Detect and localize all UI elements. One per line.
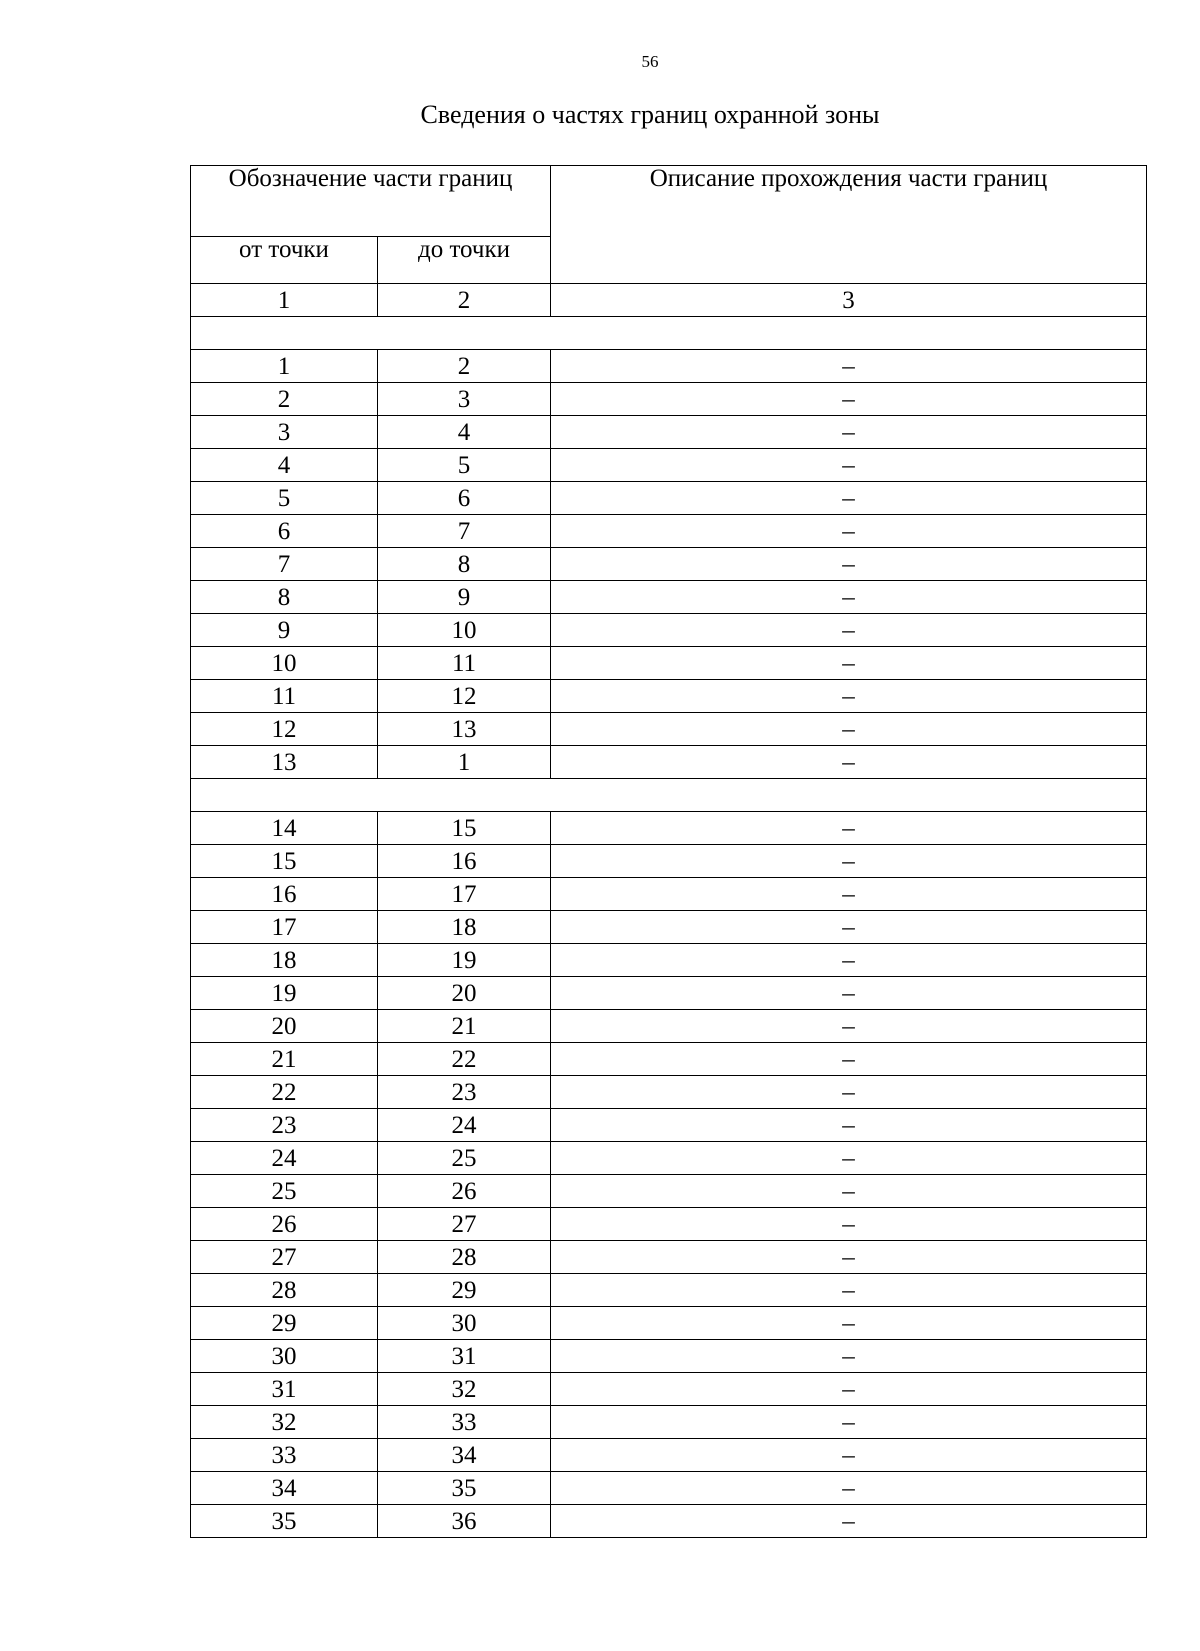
from-point-cell: 34: [191, 1472, 378, 1505]
description-cell: –: [551, 845, 1147, 878]
page-title: Сведения о частях границ охранной зоны: [420, 100, 880, 129]
description-cell: –: [551, 911, 1147, 944]
header-description-cont: [551, 237, 1147, 284]
from-point-cell: 20: [191, 1010, 378, 1043]
to-point-cell: 26: [378, 1175, 551, 1208]
to-point-cell: 11: [378, 647, 551, 680]
header-to-point: до точки: [378, 237, 551, 284]
description-cell: –: [551, 944, 1147, 977]
table-row: [191, 680, 1147, 713]
from-point-cell: 24: [191, 1142, 378, 1175]
from-point-cell: 21: [191, 1043, 378, 1076]
from-point-cell: 31: [191, 1373, 378, 1406]
table-row: [191, 746, 1147, 779]
from-point-cell: 25: [191, 1175, 378, 1208]
table-row: [191, 1076, 1147, 1109]
description-cell: –: [551, 1142, 1147, 1175]
description-cell: –: [551, 614, 1147, 647]
to-point-cell: 23: [378, 1076, 551, 1109]
table-row: [191, 812, 1147, 845]
table-row: [191, 1373, 1147, 1406]
to-point-cell: 25: [378, 1142, 551, 1175]
table-row: [191, 944, 1147, 977]
table-row: [191, 449, 1147, 482]
table-row: [191, 548, 1147, 581]
from-point-cell: 28: [191, 1274, 378, 1307]
table-row: [191, 845, 1147, 878]
description-cell: –: [551, 449, 1147, 482]
to-point-cell: 1: [378, 746, 551, 779]
column-number: 3: [551, 284, 1147, 317]
description-cell: –: [551, 515, 1147, 548]
to-point-cell: 36: [378, 1505, 551, 1538]
column-number-row: [191, 284, 1147, 317]
description-cell: –: [551, 1505, 1147, 1538]
to-point-cell: 5: [378, 449, 551, 482]
from-point-cell: 16: [191, 878, 378, 911]
table-row: [191, 1010, 1147, 1043]
description-cell: –: [551, 1307, 1147, 1340]
from-point-cell: 15: [191, 845, 378, 878]
description-cell: –: [551, 680, 1147, 713]
column-number: 2: [378, 284, 551, 317]
table-row: [191, 1439, 1147, 1472]
description-cell: –: [551, 1175, 1147, 1208]
from-point-cell: 11: [191, 680, 378, 713]
table-row: [191, 713, 1147, 746]
from-point-cell: 22: [191, 1076, 378, 1109]
to-point-cell: 7: [378, 515, 551, 548]
table-row: [191, 1142, 1147, 1175]
table-row: [191, 614, 1147, 647]
table-row: [191, 1208, 1147, 1241]
from-point-cell: 18: [191, 944, 378, 977]
to-point-cell: 6: [378, 482, 551, 515]
description-cell: –: [551, 581, 1147, 614]
description-cell: –: [551, 1241, 1147, 1274]
page-number: 56: [641, 52, 659, 71]
description-cell: –: [551, 878, 1147, 911]
to-point-cell: 24: [378, 1109, 551, 1142]
description-cell: –: [551, 1208, 1147, 1241]
description-cell: –: [551, 1109, 1147, 1142]
from-point-cell: 30: [191, 1340, 378, 1373]
description-cell: –: [551, 1340, 1147, 1373]
header-from-point: от точки: [191, 237, 378, 284]
table-row: [191, 416, 1147, 449]
table-row: [191, 1274, 1147, 1307]
description-cell: –: [551, 647, 1147, 680]
table-body: [191, 166, 1147, 1538]
to-point-cell: 33: [378, 1406, 551, 1439]
description-cell: –: [551, 1439, 1147, 1472]
boundary-parts-table: [190, 165, 1147, 1538]
to-point-cell: 18: [378, 911, 551, 944]
description-cell: –: [551, 548, 1147, 581]
from-point-cell: 35: [191, 1505, 378, 1538]
table-header-row: [191, 166, 1147, 237]
to-point-cell: 17: [378, 878, 551, 911]
from-point-cell: 3: [191, 416, 378, 449]
from-point-cell: 5: [191, 482, 378, 515]
column-number: 1: [191, 284, 378, 317]
description-cell: –: [551, 1274, 1147, 1307]
from-point-cell: 10: [191, 647, 378, 680]
to-point-cell: 9: [378, 581, 551, 614]
section-label: [191, 317, 1147, 350]
from-point-cell: 6: [191, 515, 378, 548]
table-row: [191, 1472, 1147, 1505]
description-cell: –: [551, 416, 1147, 449]
from-point-cell: 17: [191, 911, 378, 944]
from-point-cell: 14: [191, 812, 378, 845]
to-point-cell: 34: [378, 1439, 551, 1472]
to-point-cell: 28: [378, 1241, 551, 1274]
from-point-cell: 1: [191, 350, 378, 383]
to-point-cell: 12: [378, 680, 551, 713]
to-point-cell: 16: [378, 845, 551, 878]
to-point-cell: 21: [378, 1010, 551, 1043]
description-cell: –: [551, 977, 1147, 1010]
from-point-cell: 9: [191, 614, 378, 647]
to-point-cell: 32: [378, 1373, 551, 1406]
table-row: [191, 1406, 1147, 1439]
from-point-cell: 26: [191, 1208, 378, 1241]
description-cell: –: [551, 1076, 1147, 1109]
from-point-cell: 27: [191, 1241, 378, 1274]
header-description: Описание прохождения части границ: [551, 166, 1147, 237]
description-cell: –: [551, 746, 1147, 779]
to-point-cell: 31: [378, 1340, 551, 1373]
to-point-cell: 10: [378, 614, 551, 647]
to-point-cell: 20: [378, 977, 551, 1010]
section-row: [191, 779, 1147, 812]
from-point-cell: 23: [191, 1109, 378, 1142]
from-point-cell: 2: [191, 383, 378, 416]
table-row: [191, 383, 1147, 416]
from-point-cell: 13: [191, 746, 378, 779]
table-row: [191, 581, 1147, 614]
to-point-cell: 13: [378, 713, 551, 746]
table-row: [191, 482, 1147, 515]
from-point-cell: 29: [191, 1307, 378, 1340]
table-row: [191, 1307, 1147, 1340]
to-point-cell: 30: [378, 1307, 551, 1340]
table-row: [191, 1241, 1147, 1274]
from-point-cell: 12: [191, 713, 378, 746]
to-point-cell: 35: [378, 1472, 551, 1505]
table-row: [191, 977, 1147, 1010]
table-row: [191, 878, 1147, 911]
to-point-cell: 15: [378, 812, 551, 845]
from-point-cell: 32: [191, 1406, 378, 1439]
table-row: [191, 1109, 1147, 1142]
from-point-cell: 4: [191, 449, 378, 482]
table-row: [191, 515, 1147, 548]
table-row: [191, 647, 1147, 680]
to-point-cell: 2: [378, 350, 551, 383]
description-cell: –: [551, 713, 1147, 746]
table-subheader-row: [191, 237, 1147, 284]
to-point-cell: 29: [378, 1274, 551, 1307]
header-designation: Обозначение части границ: [191, 166, 551, 237]
from-point-cell: 7: [191, 548, 378, 581]
description-cell: –: [551, 350, 1147, 383]
to-point-cell: 3: [378, 383, 551, 416]
description-cell: –: [551, 1043, 1147, 1076]
description-cell: –: [551, 1406, 1147, 1439]
table-row: [191, 1175, 1147, 1208]
table-row: [191, 1505, 1147, 1538]
to-point-cell: 27: [378, 1208, 551, 1241]
from-point-cell: 8: [191, 581, 378, 614]
to-point-cell: 4: [378, 416, 551, 449]
to-point-cell: 19: [378, 944, 551, 977]
section-row: [191, 317, 1147, 350]
from-point-cell: 19: [191, 977, 378, 1010]
table-row: [191, 1043, 1147, 1076]
section-label: [191, 779, 1147, 812]
description-cell: –: [551, 1472, 1147, 1505]
description-cell: –: [551, 1373, 1147, 1406]
description-cell: –: [551, 482, 1147, 515]
description-cell: –: [551, 383, 1147, 416]
to-point-cell: 22: [378, 1043, 551, 1076]
to-point-cell: 8: [378, 548, 551, 581]
from-point-cell: 33: [191, 1439, 378, 1472]
table-row: [191, 350, 1147, 383]
description-cell: –: [551, 1010, 1147, 1043]
table-row: [191, 911, 1147, 944]
description-cell: –: [551, 812, 1147, 845]
table-row: [191, 1340, 1147, 1373]
